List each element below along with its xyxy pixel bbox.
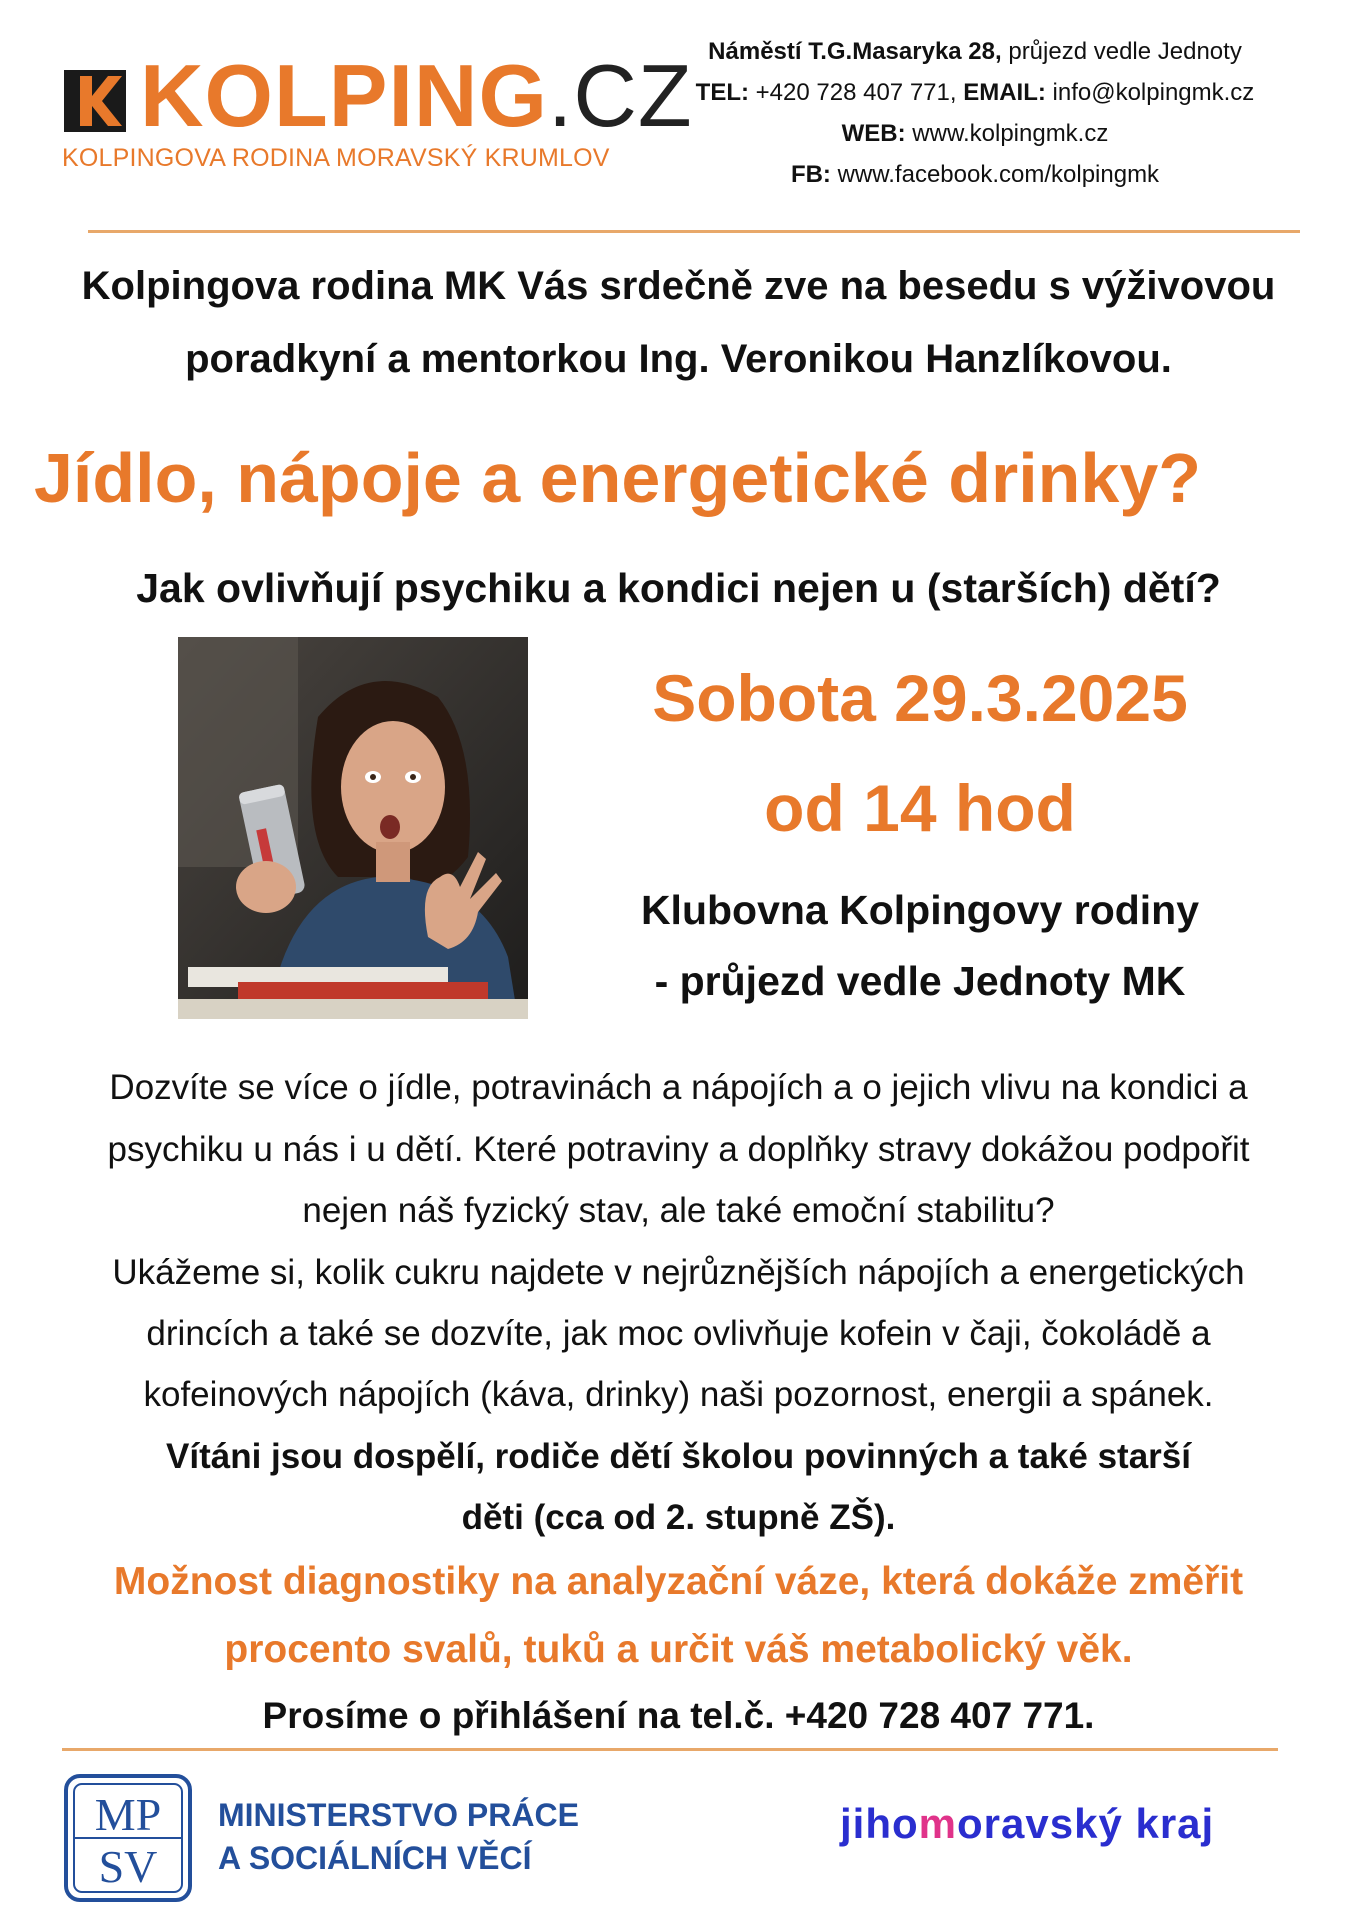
event-headline: Jídlo, nápoje a energetické drinky?	[34, 439, 1202, 517]
description-line: nejen náš fyzický stav, ale také emoční stabilitu?	[302, 1191, 1055, 1230]
description-line: Dozvíte se více o jídle, potravinách a nápojích a o jejich vlivu na kondici a	[109, 1068, 1248, 1107]
mpsv-name-line-1: MINISTERSTVO PRÁCE	[218, 1797, 579, 1833]
description-line: Ukážeme si, kolik cukru najdete v nejrůznějších nápojích a energetických	[112, 1253, 1245, 1292]
contact-tel-email: TEL: +420 728 407 771, EMAIL: info@kolpingmk.cz	[695, 79, 1255, 106]
invite-line-1: Kolpingova rodina MK Vás srdečně zve na besedu s výživovou	[81, 264, 1276, 308]
kolping-logo-text: KOLPING.CZ	[140, 46, 693, 145]
mpsv-name-line-2: A SOCIÁLNÍCH VĚCÍ	[218, 1840, 532, 1876]
footer-divider	[62, 1748, 1278, 1751]
description-line: drincích a také se dozvíte, jak moc ovlivňuje kofein v čaji, čokoládě a	[146, 1314, 1211, 1353]
event-time: od 14 hod	[764, 771, 1076, 845]
jihomoravsky-kraj-logo: jihomoravský kraj	[840, 1800, 1215, 1847]
logo-subtitle: KOLPINGOVA RODINA MORAVSKÝ KRUMLOV	[62, 144, 610, 172]
event-place-line-1: Klubovna Kolpingovy rodiny	[640, 887, 1200, 933]
invite-line-2: poradkyní a mentorkou Ing. Veronikou Hanzlíkovou.	[185, 337, 1172, 381]
welcome-line-2: děti (cca od 2. stupně ZŠ).	[461, 1498, 896, 1537]
description-line: kofeinových nápojích (káva, drinky) naši pozornost, energii a spánek.	[143, 1375, 1214, 1414]
event-subheadline: Jak ovlivňují psychiku a kondici nejen u (starších) dětí?	[136, 565, 1221, 611]
description-line: psychiku u nás i u dětí. Které potraviny a doplňky stravy dokážou podpořit	[107, 1130, 1250, 1169]
registration-note: Prosíme o přihlášení na tel.č. +420 728 407 771.	[262, 1695, 1095, 1736]
mpsv-logo-icon	[64, 1774, 192, 1902]
contact-web: WEB: www.kolpingmk.cz	[841, 120, 1109, 147]
kolping-k-icon	[64, 70, 126, 132]
welcome-line-1: Vítáni jsou dospělí, rodiče dětí školou povinných a také starší	[166, 1437, 1191, 1476]
diagnostic-line-1: Možnost diagnostiky na analyzační váze, která dokáže změřit	[113, 1560, 1244, 1603]
contact-facebook: FB: www.facebook.com/kolpingmk	[790, 161, 1160, 188]
diagnostic-line-2: procento svalů, tuků a určit váš metabolický věk.	[224, 1628, 1133, 1671]
svg-text:MP: MP	[94, 1789, 162, 1840]
woman-energy-drink-photo	[178, 637, 528, 1019]
header-divider	[88, 230, 1300, 233]
event-date: Sobota 29.3.2025	[652, 661, 1188, 735]
contact-address: Náměstí T.G.Masaryka 28, průjezd vedle Jednoty	[708, 38, 1242, 65]
event-place-line-2: - průjezd vedle Jednoty MK	[654, 958, 1186, 1004]
svg-text:SV: SV	[98, 1841, 158, 1892]
